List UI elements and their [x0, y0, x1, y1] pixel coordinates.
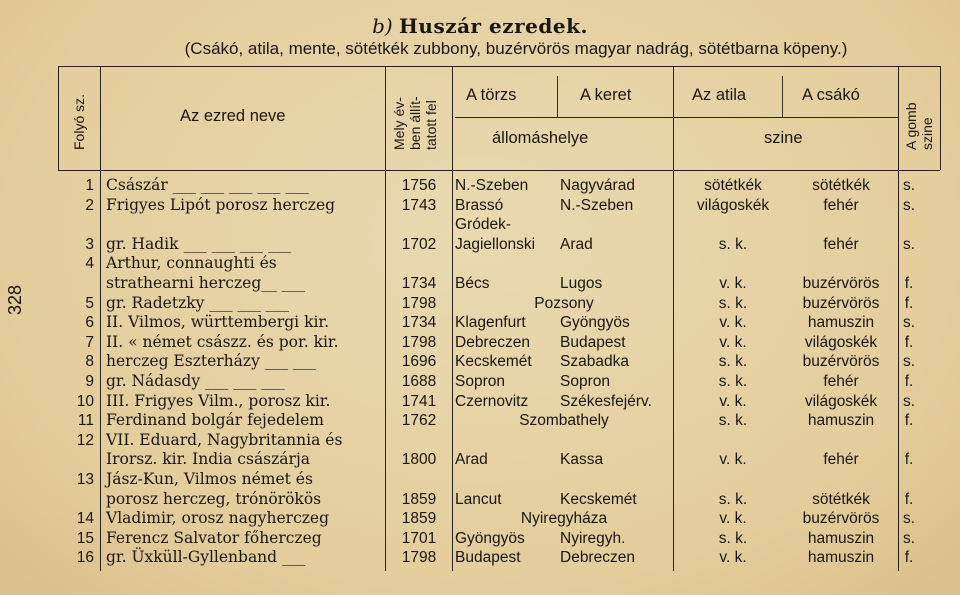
- garrison-keret: Szabadka: [560, 353, 629, 371]
- regiment-name: Ferencz Salvator főherczeg: [106, 528, 322, 547]
- founding-year: 1800: [401, 451, 437, 469]
- founding-year: 1734: [401, 275, 437, 292]
- regiment-name: gr. Nádasdy ___ ___ ___: [106, 372, 285, 390]
- row-number: 2: [85, 196, 94, 214]
- header-szine: szine: [764, 129, 803, 147]
- csako-color: fehér: [823, 451, 859, 469]
- col-divider-atila-csako: [782, 76, 783, 118]
- garrison-keret: Nagyvárad: [560, 177, 635, 194]
- header-sub-border: [455, 117, 898, 118]
- title-prefix: b): [372, 14, 393, 38]
- table-left-border: [58, 66, 59, 170]
- garrison-shared: Nyiregyháza: [520, 510, 608, 528]
- header-year-2: ben állít-: [407, 96, 423, 150]
- button-color: s.: [902, 353, 916, 371]
- garrison-shared: Pozsony: [534, 294, 594, 312]
- table-row: [0, 235, 960, 254]
- garrison-torzs: Arad: [455, 451, 488, 469]
- csako-color: sötétkék: [812, 490, 870, 508]
- garrison-torzs: Jagiellonski: [455, 235, 536, 253]
- regiment-name: gr. Radetzky ___ ___ ___: [106, 293, 289, 312]
- founding-year: 1743: [401, 196, 437, 214]
- row-number: 3: [85, 235, 94, 253]
- row-number: 6: [85, 314, 94, 332]
- regiment-name: Irorsz. kir. India császárja: [106, 450, 311, 469]
- section-title: [0, 14, 960, 38]
- button-color: f.: [904, 451, 914, 469]
- regiment-name: II. Vilmos, württembergi kir.: [106, 313, 330, 332]
- csako-color: hamuszin: [807, 529, 875, 547]
- row-number: 7: [85, 333, 94, 351]
- row-number: 14: [76, 510, 94, 528]
- header-ezred-neve: Az ezred neve: [180, 107, 286, 125]
- atila-color: sötétkék: [704, 177, 762, 194]
- header-year-1: Mely év-: [391, 97, 407, 150]
- atila-color: v. k.: [719, 451, 747, 469]
- table-row: [0, 372, 960, 391]
- header-keret: A keret: [580, 86, 632, 104]
- regiment-name: III. Frigyes Vilm., porosz kir.: [106, 391, 331, 410]
- atila-color: v. k.: [719, 333, 747, 351]
- atila-color: s. k.: [718, 529, 748, 547]
- founding-year: 1688: [401, 373, 437, 390]
- garrison-keret: Gyöngyös: [560, 314, 630, 332]
- garrison-torzs: Budapest: [455, 549, 521, 567]
- header-allomashelye: állomáshelye: [492, 129, 589, 147]
- table-row: [0, 411, 960, 430]
- atila-color: s. k.: [718, 412, 748, 430]
- page-number: 328: [5, 284, 25, 315]
- csako-color: hamuszin: [807, 314, 875, 332]
- founding-year: 1798: [401, 333, 437, 351]
- header-csako: A csákó: [802, 86, 860, 104]
- founding-year: 1702: [401, 235, 437, 253]
- table-row: [0, 470, 960, 489]
- regiment-name: Jász-Kun, Vilmos német és: [106, 470, 313, 488]
- founding-year: 1741: [401, 392, 437, 410]
- garrison-torzs: Brassó: [455, 196, 504, 214]
- table-header-border: [58, 170, 940, 171]
- table-row: [0, 254, 960, 273]
- garrison-keret: Kecskemét: [560, 490, 637, 508]
- regiment-name: II. « német császz. és por. kir.: [106, 332, 339, 351]
- garrison-torzs: Gródek-: [455, 216, 511, 234]
- table-row: [0, 215, 960, 234]
- csako-color: hamuszin: [807, 549, 875, 567]
- table-row: [0, 509, 960, 528]
- table-row: [0, 333, 960, 352]
- table-row: [0, 392, 960, 411]
- row-number: 10: [76, 392, 94, 410]
- garrison-torzs: Czernovitz: [455, 392, 529, 410]
- button-color: f.: [904, 412, 914, 430]
- button-color: s.: [902, 392, 916, 410]
- button-color: s.: [902, 510, 916, 528]
- row-number: 9: [85, 373, 94, 390]
- garrison-keret: Budapest: [560, 333, 626, 351]
- garrison-torzs: Gyöngyös: [455, 529, 525, 547]
- row-number: 13: [76, 471, 94, 488]
- title-main: Huszár ezredek.: [399, 14, 588, 38]
- csako-color: világoskék: [804, 392, 878, 410]
- atila-color: s. k.: [718, 373, 748, 390]
- founding-year: 1696: [401, 353, 437, 371]
- regiment-name: Vladimir, orosz nagyherczeg: [106, 509, 330, 528]
- csako-color: fehér: [823, 196, 859, 214]
- regiment-name: herczeg Eszterházy ___ ___: [106, 352, 317, 371]
- table-row: [0, 490, 960, 509]
- regiment-name: Frigyes Lipót porosz herczeg: [106, 195, 336, 214]
- garrison-keret: Arad: [560, 235, 593, 253]
- founding-year: 1798: [401, 549, 437, 567]
- button-color: s.: [902, 235, 916, 253]
- garrison-keret: Nyiregyh.: [560, 529, 626, 547]
- csako-color: fehér: [823, 235, 859, 253]
- regiment-name: gr. Üxküll-Gyllenband ___: [106, 548, 306, 567]
- table-row: [0, 431, 960, 450]
- atila-color: v. k.: [719, 510, 747, 528]
- row-number: 4: [85, 255, 94, 273]
- atila-color: világoskék: [696, 196, 770, 214]
- row-number: 8: [85, 353, 94, 371]
- atila-color: s. k.: [718, 490, 748, 508]
- button-color: f.: [904, 373, 914, 390]
- table-top-border: [58, 66, 940, 67]
- regiment-name: Császár ___ ___ ___ ___ ___: [106, 176, 309, 194]
- table-right-border: [940, 66, 941, 170]
- table-row: [0, 176, 960, 195]
- row-number: 5: [85, 294, 94, 312]
- csako-color: buzérvörös: [802, 275, 880, 292]
- garrison-keret: Debreczen: [560, 549, 635, 567]
- founding-year: 1859: [401, 510, 437, 528]
- header-folyo: Folyó sz.: [71, 93, 87, 150]
- garrison-keret: Sopron: [560, 373, 610, 390]
- section-subtitle: (Csákó, atila, mente, sötétkék zubbony, buzérvörös magyar nadrág, sötétbarna köpeny.): [184, 39, 848, 58]
- garrison-torzs: Debreczen: [455, 333, 530, 351]
- regiment-name: Arthur, connaughti és: [106, 254, 277, 273]
- table-row: [0, 529, 960, 548]
- button-color: f.: [904, 490, 914, 508]
- header-year-3: tatott fel: [423, 100, 439, 150]
- button-color: s.: [902, 314, 916, 332]
- button-color: f.: [904, 294, 914, 312]
- row-number: 12: [76, 431, 94, 449]
- garrison-keret: N.-Szeben: [560, 196, 634, 214]
- csako-color: fehér: [823, 373, 859, 390]
- button-color: f.: [904, 275, 914, 292]
- founding-year: 1701: [401, 529, 437, 547]
- row-number: 1: [85, 177, 94, 194]
- button-color: f.: [904, 549, 914, 567]
- founding-year: 1798: [401, 294, 437, 312]
- csako-color: sötétkék: [812, 177, 870, 194]
- atila-color: s. k.: [718, 353, 748, 371]
- header-torzs: A törzs: [466, 86, 517, 104]
- regiment-name: porosz herczeg, trónörökös: [106, 489, 322, 508]
- atila-color: s. k.: [718, 294, 748, 312]
- garrison-torzs: Sopron: [455, 373, 505, 390]
- regiment-name: strathearni herczeg__ ___: [106, 274, 305, 292]
- atila-color: s. k.: [718, 235, 748, 253]
- garrison-torzs: Klagenfurt: [455, 314, 526, 332]
- regiment-name: gr. Hadik ___ ___ ___ ___: [106, 234, 292, 253]
- row-number: 11: [77, 412, 94, 430]
- csako-color: hamuszin: [807, 412, 875, 430]
- atila-color: v. k.: [719, 392, 747, 410]
- button-color: s.: [902, 196, 916, 214]
- atila-color: v. k.: [719, 275, 747, 292]
- garrison-keret: Lugos: [560, 275, 603, 292]
- header-gomb-2: szine: [919, 117, 935, 150]
- founding-year: 1734: [401, 314, 437, 332]
- founding-year: 1859: [401, 490, 437, 508]
- garrison-shared: Szombathely: [519, 412, 609, 430]
- row-number: 16: [76, 549, 94, 567]
- csako-color: buzérvörös: [802, 294, 880, 312]
- table-row: [0, 196, 960, 215]
- atila-color: v. k.: [719, 549, 747, 567]
- table-row: [0, 352, 960, 371]
- col-divider-torzs-keret: [557, 76, 558, 118]
- table-row: [0, 294, 960, 313]
- button-color: f.: [904, 333, 914, 351]
- header-atila: Az atila: [692, 86, 747, 104]
- header-gomb-1: A gomb: [903, 102, 919, 150]
- atila-color: v. k.: [719, 314, 747, 332]
- csako-color: buzérvörös: [802, 353, 880, 371]
- csako-color: világoskék: [804, 333, 878, 351]
- founding-year: 1756: [401, 177, 437, 194]
- garrison-keret: Székesfejérv.: [560, 392, 652, 410]
- table-row: [0, 548, 960, 567]
- csako-color: buzérvörös: [802, 510, 880, 528]
- button-color: s.: [902, 177, 916, 194]
- button-color: s.: [902, 529, 916, 547]
- garrison-torzs: Lancut: [455, 490, 502, 508]
- regiment-name: VII. Eduard, Nagybritannia és: [106, 430, 343, 449]
- table-row: [0, 313, 960, 332]
- garrison-torzs: N.-Szeben: [455, 177, 529, 194]
- founding-year: 1762: [401, 412, 437, 430]
- table-row: [0, 274, 960, 293]
- garrison-torzs: Kecskemét: [455, 353, 532, 371]
- garrison-keret: Kassa: [560, 451, 604, 469]
- garrison-torzs: Bécs: [455, 275, 490, 292]
- row-number: 15: [76, 529, 94, 547]
- regiment-name: Ferdinand bolgár fejedelem: [106, 411, 324, 430]
- table-row: [0, 450, 960, 469]
